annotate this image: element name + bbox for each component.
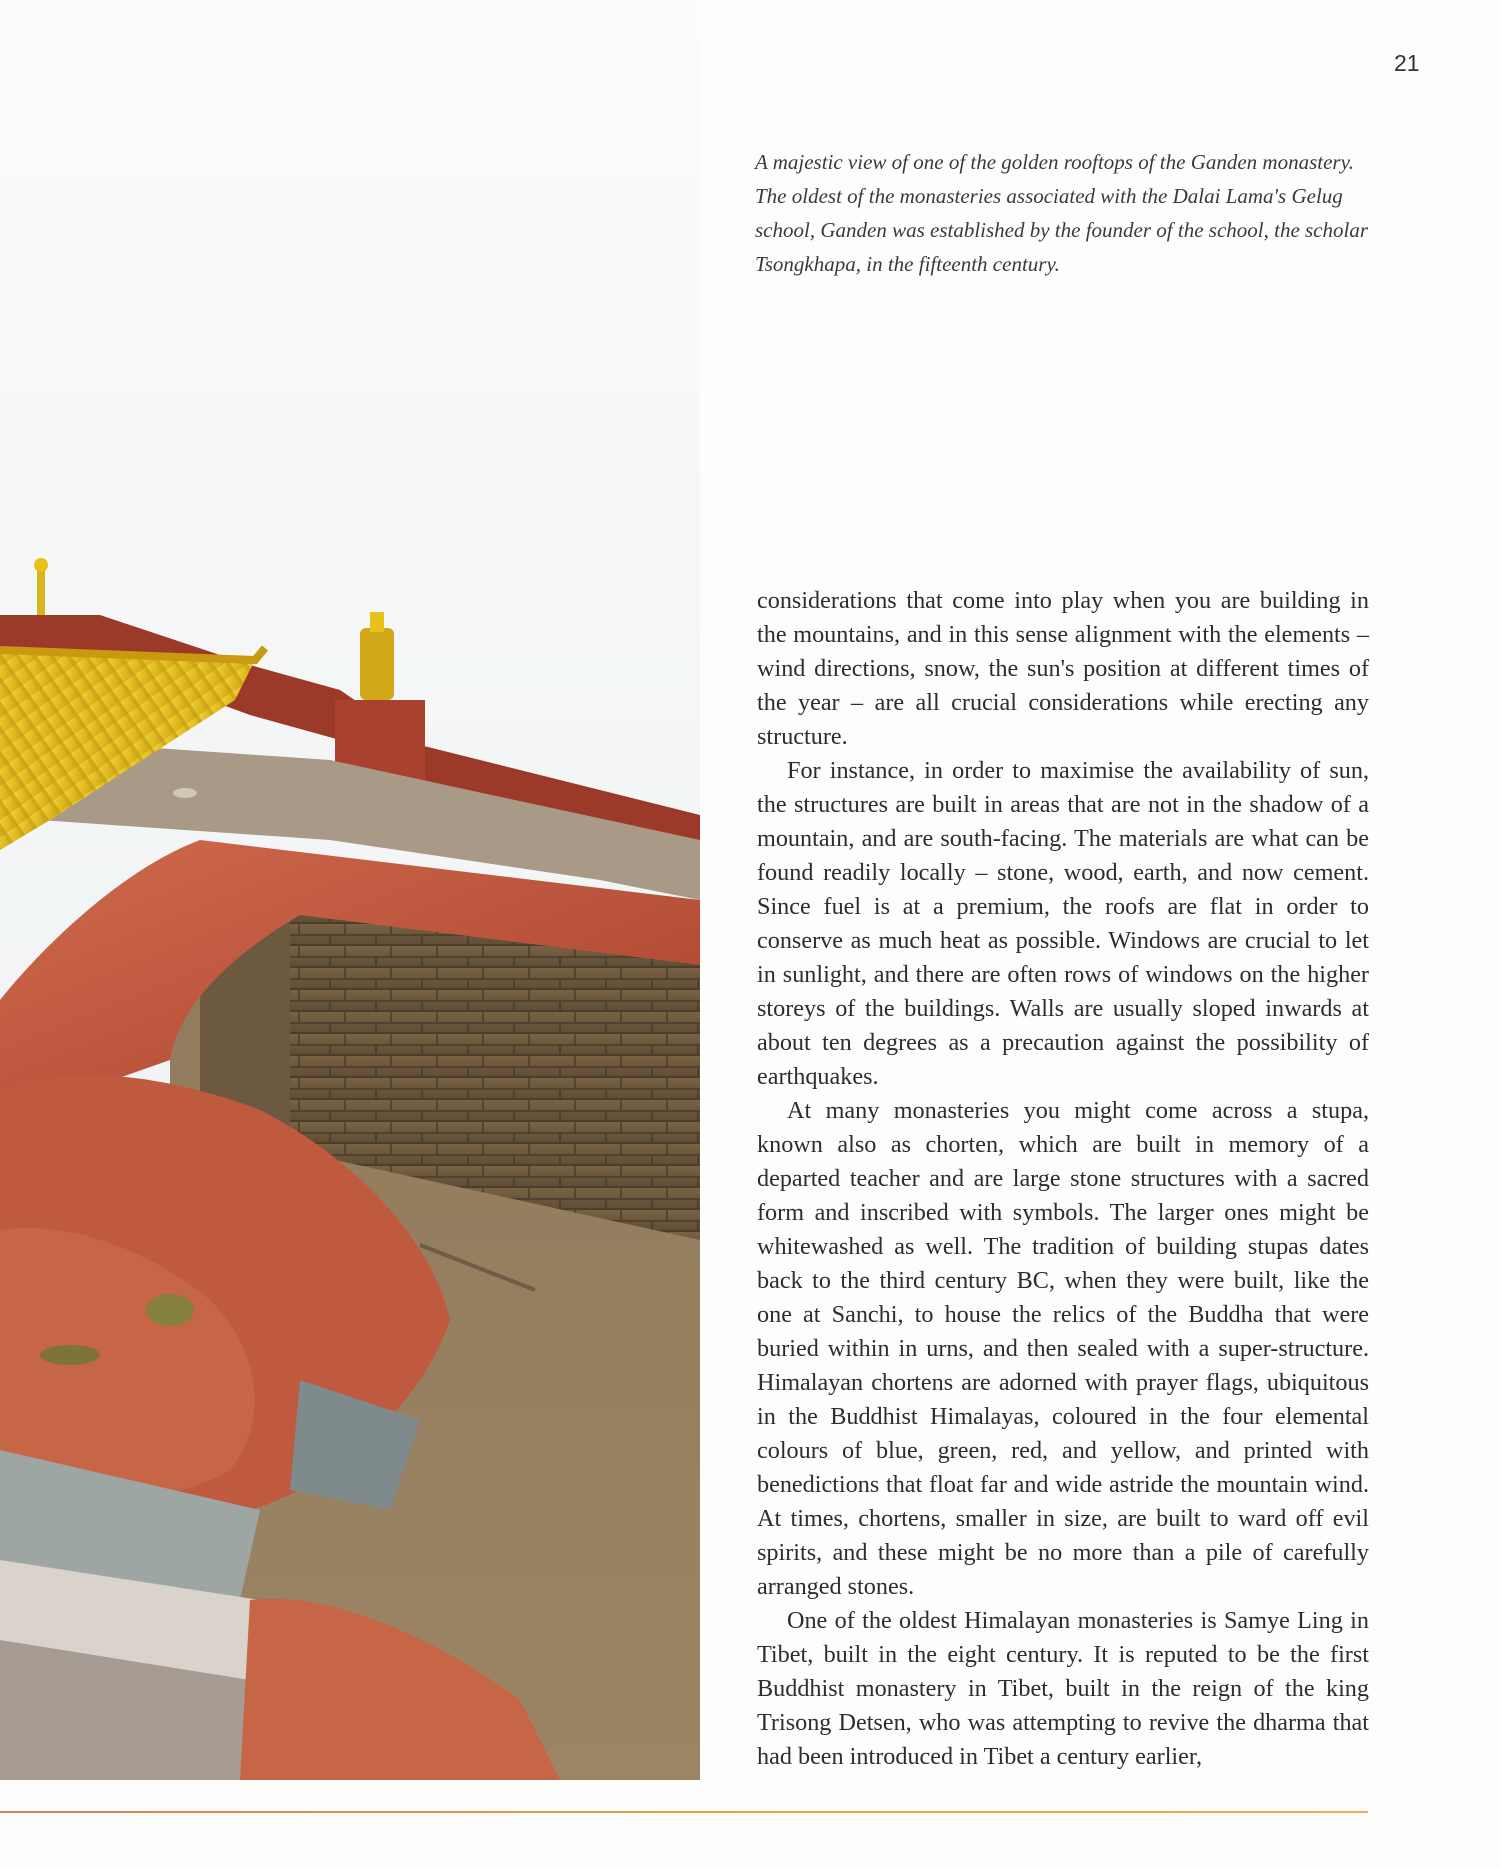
footer-rule <box>0 1811 1368 1813</box>
paragraph: One of the oldest Himalayan monasteries is Samye Ling in Tibet, built in the eight century. It is reputed to be the first Buddhist monastery in Tibet, built in the reign of the king Trisong Detsen, who was attempting to revive the dharma that had been introduced in Tibet a century earlier, <box>757 1607 1369 1770</box>
body-text <box>757 584 1369 1774</box>
paragraph: For instance, in order to maximise the availability of sun, the structures are built in areas that are not in the shadow of a mountain, and are south-facing. The materials are what can be found readily locally – stone, wood, earth, and now cement. Since fuel is at a premium, the roofs are flat in order to conserve as much heat as possible. Windows are crucial to let in sunlight, and there are often rows of windows on the higher storeys of the buildings. Walls are usually sloped inwards at about ten degrees as a precaution against the possibility of earthquakes. <box>757 757 1369 1090</box>
caption-text: A majestic view of one of the golden rooftops of the Ganden monastery. The oldest of the monasteries associated with the Dalai Lama's Gelug school, Ganden was established by the founder of the school, the scholar Tsongkhapa, in the fifteenth century. <box>755 150 1369 276</box>
paragraph: At many monasteries you might come across a stupa, known also as chorten, which are built in memory of a departed teacher and are large stone structures with a sacred form and inscribed with symbols. The larger ones might be whitewashed as well. The tradition of building stupas dates back to the third century BC, when they were built, like the one at Sanchi, to house the relics of the Buddha that were buried within in urns, and then sealed with a super-structure. Himalayan chortens are adorned with prayer flags, ubiquitous in the Buddhist Himalayas, coloured in the four elemental colours of blue, green, red, and yellow, and printed with benedictions that float far and wide astride the mountain wind. At times, chortens, smaller in size, are built to ward off evil spirits, and these might be no more than a pile of carefully arranged stones. <box>757 1097 1369 1600</box>
monastery-rooftop-photo <box>0 0 700 1780</box>
paragraph: considerations that come into play when you are building in the mountains, and in this sense alignment with the elements – wind directions, snow, the sun's position at different times of the year – are all crucial considerations while erecting any structure. <box>757 587 1369 750</box>
photo-caption <box>755 145 1375 281</box>
page-number: 21 <box>1394 50 1420 76</box>
